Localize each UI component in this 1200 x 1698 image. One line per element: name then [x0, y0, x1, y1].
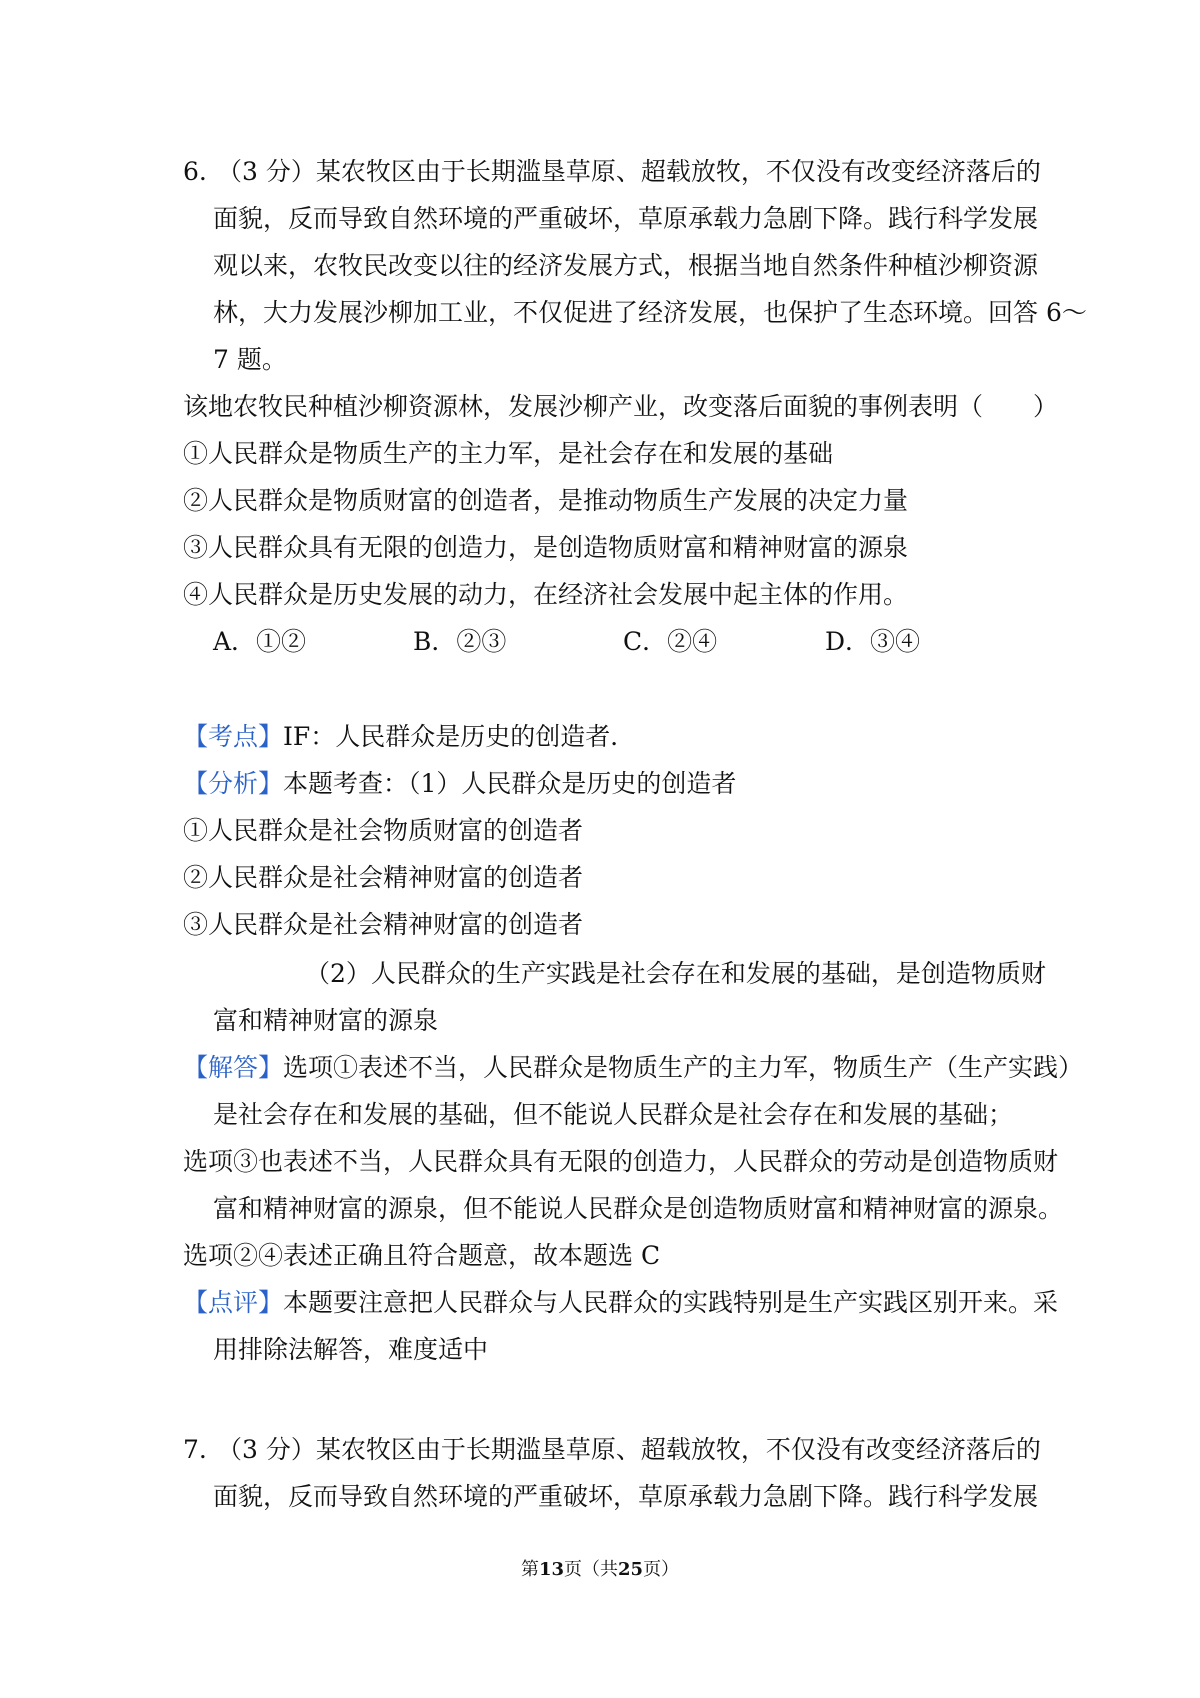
- fenxi-item-3: ③人民群众是社会精神财富的创造者: [183, 910, 584, 939]
- fenxi-item-2: ②人民群众是社会精神财富的创造者: [183, 863, 584, 892]
- dianping-line-2: 用排除法解答，难度适中: [213, 1335, 489, 1364]
- jieda-line-3: 选项③也表述不当，人民群众具有无限的创造力，人民群众的劳动是创造物质财: [183, 1147, 1059, 1176]
- q6-stem-line-2: 面貌，反而导致自然环境的严重破坏，草原承载力急剧下降。践行科学发展: [213, 204, 1039, 233]
- jieda-line-5: 选项②④表述正确且符合题意，故本题选 C: [183, 1241, 661, 1270]
- option-d: D．③④: [825, 627, 921, 656]
- q7-stem-line-1: 7. （3 分）某农牧区由于长期滥垦草原、超载放牧，不仅没有改变经济落后的: [183, 1426, 1043, 1473]
- jieda-line-2: 是社会存在和发展的基础，但不能说人民群众是社会存在和发展的基础；: [213, 1100, 1014, 1129]
- page-number: 13: [538, 1559, 564, 1580]
- dianping-tag: 【点评】: [183, 1288, 284, 1317]
- fenxi-tag: 【分析】: [183, 769, 284, 798]
- jieda-tag: 【解答】: [183, 1053, 284, 1082]
- jieda-line-1: 【解答】选项①表述不当，人民群众是物质生产的主力军，物质生产（生产实践）: [183, 1053, 1084, 1082]
- kaodian: 【考点】IF：人民群众是历史的创造者．: [183, 722, 636, 751]
- q6-number: 6.: [183, 157, 207, 186]
- fenxi-point-2-line-2: 富和精神财富的源泉: [213, 1006, 439, 1035]
- dianping-line-1: 【点评】本题要注意把人民群众与人民群众的实践特别是生产实践区别开来。采: [183, 1288, 1059, 1317]
- fenxi-point-2-line-1: （2）人民群众的生产实践是社会存在和发展的基础，是创造物质财: [305, 959, 1046, 988]
- kaodian-tag: 【考点】: [183, 722, 284, 751]
- page-total: 25: [618, 1559, 644, 1580]
- fenxi-item-1: ①人民群众是社会物质财富的创造者: [183, 816, 584, 845]
- q6-statement-2: ②人民群众是物质财富的创造者，是推动物质生产发展的决定力量: [183, 486, 909, 515]
- option-a: A．①②: [213, 627, 307, 656]
- fenxi: 【分析】本题考查：（1）人民群众是历史的创造者: [183, 769, 737, 798]
- page-footer: 第13页（共25页）: [520, 1559, 680, 1580]
- q7-number: 7.: [183, 1435, 207, 1464]
- q6-stem-line-5: 7 题。: [213, 345, 287, 374]
- q6-stem-line-4: 林，大力发展沙柳加工业，不仅促进了经济发展，也保护了生态环境。回答 6～: [213, 298, 1087, 327]
- q6-stem-line-1: 6. （3 分）某农牧区由于长期滥垦草原、超载放牧，不仅没有改变经济落后的: [183, 148, 1043, 195]
- option-c: C．②④: [623, 627, 718, 656]
- q6-statement-4: ④人民群众是历史发展的动力，在经济社会发展中起主体的作用。: [183, 580, 909, 609]
- q6-statement-3: ③人民群众具有无限的创造力，是创造物质财富和精神财富的源泉: [183, 533, 909, 562]
- q7-stem-line-2: 面貌，反而导致自然环境的严重破坏，草原承载力急剧下降。践行科学发展: [213, 1482, 1039, 1511]
- option-b: B．②③: [413, 627, 507, 656]
- q6-stem-line-3: 观以来，农牧民改变以往的经济发展方式，根据当地自然条件种植沙柳资源: [213, 251, 1039, 280]
- q6-statement-1: ①人民群众是物质生产的主力军，是社会存在和发展的基础: [183, 439, 834, 468]
- q6-question: 该地农牧民种植沙柳资源林，发展沙柳产业，改变落后面貌的事例表明（ ）: [183, 392, 1059, 421]
- jieda-line-4: 富和精神财富的源泉，但不能说人民群众是创造物质财富和精神财富的源泉。: [213, 1194, 1064, 1223]
